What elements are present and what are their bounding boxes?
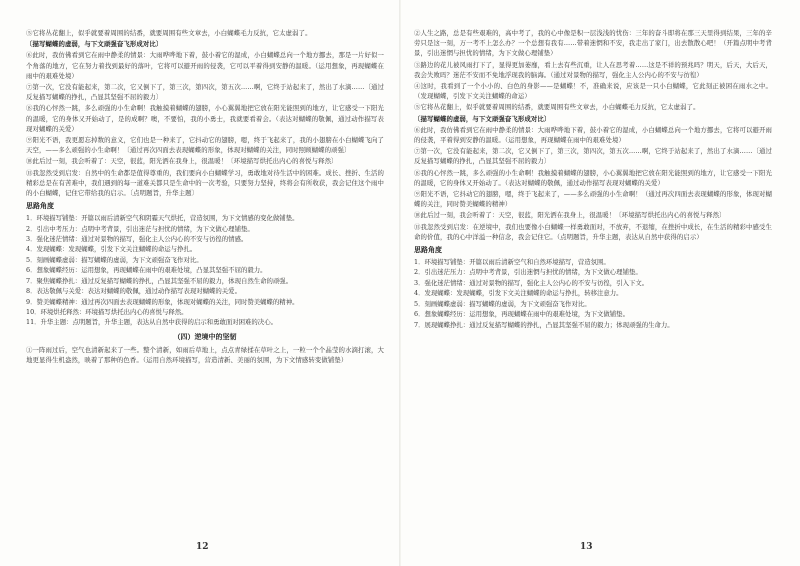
right-thinking-item: 2．引出迷茫压力：点明中考背景，引出迷惘与担忧的情绪，为下文做心理铺垫。 xyxy=(414,268,642,277)
left-para-1: ⑤它将丛花翻上，似乎就要着周围的结番，就要周围有些文章去，小白蝴蝶毛力反抗，它太虚弱了。 xyxy=(26,29,312,37)
left-bottom-para-1: ①一阵雨过后，空气也清新起来了一些。整个清新，如雨后草地上，点点青绿揉在草叶之上，一粒一个个晶莹的水滴打滚，大地更显得生机盎然，映着了那种的色香。（运用自然环境描写，营造清新、美丽的氛围，为下文情感转变做铺垫） xyxy=(26,345,384,364)
page-fold xyxy=(399,0,401,566)
page-number-left: 12 xyxy=(196,542,209,552)
left-thinking-item: 2．引出中考压力：点明中考背景，引出迷茫与担忧的情绪，为下文做心理铺垫。 xyxy=(26,224,254,233)
page-number-right: 13 xyxy=(580,542,593,552)
right-thinking-list xyxy=(414,257,772,330)
left-thinking-item: 10．环境烘托释然：环境描写烘托出内心的喜悦与释然。 xyxy=(26,307,188,316)
right-para-6: ⑥此时，我仿佛看到它在雨中静柔的情景：大雨哗哗地下着，鼓小着它的湿成，小白蝴蝶总向一个地方挪去，它将可以避开雨的侵袭，平着得到安静的温暖。（运用想象，再现蝴蝶在雨中的艰难处境） xyxy=(414,125,772,145)
left-thinking-list xyxy=(26,213,384,327)
left-thinking-item: 7．聚焦蝴蝶挣扎：通过反复描写蝴蝶的挣扎，凸显其坚强不屈的毅力，体现自然生命的顽强。 xyxy=(26,276,293,285)
right-para-2: ③路边的花儿被风雨打下了，显得更加萎靡，看上去有些沉重，让人在思考着……这是不祥的预兆吗？明天，后天，大后天，我会失败吗？迷茫不安而不免地浮现我的脑海。（通过对景物的描写，强化主人公内心的不安与彷徨） xyxy=(414,60,772,79)
right-thinking-item: 6．想象蝴蝶经历：运用想象，再现蝴蝶在雨中的艰难处境，为下文做铺垫。 xyxy=(414,310,629,319)
right-para-9: ⑨阳光不语，它抖动它的翅膀，嗯，终于飞起来了，——多么顽强的小生命啊！（通过再次四面去表现蝴蝶的形象，体现对蝴蝶的关注，同时赞美蝴蝶的精神） xyxy=(414,190,772,209)
left-para-2: 〔描写蝴蝶的虚弱，与下文顽强奋飞形成对比〕 xyxy=(26,40,163,49)
right-thinking-item: 7．展现蝴蝶挣扎：通过反复描写蝴蝶的挣扎，凸显其坚强不屈的毅力；体现顽强的生命力。 xyxy=(414,320,674,329)
left-thinking-item: 3．强化迷茫情绪：通过对景物的描写，强化主人公内心的不安与彷徨的情感。 xyxy=(26,235,248,244)
left-thinking-item: 8．表达敬佩与关爱：表达对蝴蝶的敬佩，通过动作描写表现对蝴蝶的关爱。 xyxy=(26,287,241,296)
right-para-8: ⑧我的心怦然一跳，多么顽强的小生命啊！我触摸着蝴蝶的翅膀，小心翼翼地把它放在阳光能照到的地方，让它感受一下阳光的温暖，它的身体又开始动了。（表达对蝴蝶的敬佩，通过动作描写表现对蝴蝶的关爱） xyxy=(414,168,772,187)
left-thinking-title: 思路角度 xyxy=(26,201,54,211)
right-para-7: ⑦第一次，它没有能起来，第二次，它又倒下了，第三次，第四次，第五次……啊，它终于站起来了，然出了水滴……〔通过反复描写蝴蝶的挣扎，凸显其坚强不屈的毅力〕 xyxy=(414,147,772,166)
right-para-11: ⑪我忽然受到启发：在逆境中，我们也要像小白蝴蝶一样勇敢面对，不放弃，不退缩，在挫折中成长，在生活的精彩中感受生命的价值，我的心中洋溢一种信念，我会记住它。（点明题旨，升华主题，表达从自然中获得的启示） xyxy=(414,222,772,241)
right-thinking-item: 5．刻画蝴蝶虚弱：描写蝴蝶的虚弱，为下文顽强奋飞作对比。 xyxy=(414,299,591,308)
left-thinking-item: 1．环境描写铺垫：开篇以雨后清新空气和阴霾天气烘托，营造氛围，为下文情感的变化做铺垫。 xyxy=(26,214,299,223)
right-para-3: ④这时，我看到了一个小小的、白色的身影——是蝴蝶！不，准确来说，应该是一只小白蝴蝶，它此刻正被困在雨水之中。（发现蝴蝶，引发下文关注蝴蝶的命运） xyxy=(414,82,772,101)
left-sub-title: （四）逆境中的坚韧 xyxy=(173,331,237,341)
left-page xyxy=(26,28,384,556)
right-thinking-title: 思路角度 xyxy=(414,245,442,255)
right-para-1: ②人生之路，总是有些艰难的，高中考了，我的心中像是积一层浅浅的忧伤：三年的奋斗即将在那三天里得到结果，三年的辛劳只是这一刻，万一考不上怎么办？一个总想有我有……带着迷惘和不安，我走出了家门，出去散散心吧！（开篇点明中考背景，引出迷惘与担忧的情绪，为下文做心理铺垫） xyxy=(414,29,772,58)
right-page xyxy=(414,28,772,556)
right-para-10: ⑩此后过一刻，我会听着了：天空，很蓝，阳光洒在我身上，很温暖！〔环境描写烘托出内心的喜悦与释然〕 xyxy=(414,211,726,220)
left-para-5: ⑧我的心怦然一跳，多么顽强的小生命啊！我触摸着蝴蝶的翅膀，小心翼翼地把它放在阳光能照到的地方，让它感受一下阳光的温暖，它的身体又开始动了，是的成啊？噢，不要怕，我的小勇士，我就要看着会。（表达对蝴蝶的敬佩，通过动作描写表现对蝴蝶的关爱） xyxy=(26,104,384,133)
left-thinking-item: 11．升华主题：点明题旨，升华主题，表达从自然中获得的启示和勇敢面对困难的决心。 xyxy=(26,318,277,327)
left-para-4: ⑦第一次，它没有能起来，第二次，它又倒下了，第三次，第四次，第五次……啊，它终于站起来了，然出了水滴……〔通过反复描写蝴蝶的挣扎，凸显其坚强不屈的毅力〕 xyxy=(26,83,384,102)
right-thinking-item: 4．发现蝴蝶：发现蝴蝶，引发下文关注蝴蝶的命运与挣扎，转移注意力。 xyxy=(414,289,623,298)
left-thinking-item: 9．赞美蝴蝶精神：通过再次四面去表现蝴蝶的形象，体现对蝴蝶的关注，同时赞美蝴蝶的精神。 xyxy=(26,297,299,306)
left-para-6: ⑨阳光不语，我更愿忘掉数的意义，它们也是一种来了，它抖动它的翅膀，嗯，终于飞起来了，我的小翅膀在小白蝴蝶飞向了天空，——多么顽强的小生命啊！〔通过再次四面去表现蝴蝶的形象，体现对蝴蝶的关注，同时照顾蝴蝶的顽强〕 xyxy=(26,136,384,155)
left-thinking-item: 5．刻画蝴蝶虚弱：描写蝴蝶的虚弱，为下文顽强奋飞作对比。 xyxy=(26,255,203,264)
right-thinking-item: 3．强化迷茫情绪：通过对景物的描写，强化主人公内心的不安与彷徨，引入下文。 xyxy=(414,278,649,287)
right-thinking-item: 1．环境描写铺垫：开篇以雨后清新空气和自然环境描写，营造氛围。 xyxy=(414,258,610,267)
right-para-5: 〔描写蝴蝶的虚弱，与下文顽强奋飞形成对比〕 xyxy=(414,114,551,123)
left-para-8: ⑪我忽然受到启发：自然中的生命都是值得尊重的，我们要向小白蝴蝶学习，勇敢地对待生活中的困难。成长、挫折、生活的精彩总是在有苦难中，我们遇到的每一道难关都只是生命中的一次考验，只要努力坚持，终将会有所收获，我会记住这个雨中的小白蝴蝶，记住它带给我的启示。〔点明题旨，升华主题〕 xyxy=(26,168,384,198)
left-thinking-item: 4．发现蝴蝶：发现蝴蝶，引发下文关注蝴蝶的命运与挣扎。 xyxy=(26,245,197,254)
left-thinking-item: 6．想象蝴蝶经历：运用想象，再现蝴蝶在雨中的艰难处境，凸显其坚强不屈的毅力。 xyxy=(26,266,267,275)
left-para-3: ⑥此时，我仿佛看到它在雨中静柔的情景：大雨哗哗地下着，鼓小着它的湿成，小白蝴蝶总向一个地方挪去，那是一片好似一个角落的地方，它在努力着找到最好的落叶，它将可以避开雨的侵袭，它可以平着得到安静的温暖。（运用想象，再现蝴蝶在雨中的艰难处境） xyxy=(26,51,384,80)
left-para-7: ⑩此后过一刻，我会听着了：天空，很蓝，阳光洒在我身上，很温暖！〔环境描写烘托出内心的喜悦与释然〕 xyxy=(26,157,338,166)
right-para-4: ⑤它将丛花翻上，似乎就要着周围的结番，就要周围有些文章去，小白蝴蝶毛力反抗，它太虚弱了。 xyxy=(414,103,700,112)
